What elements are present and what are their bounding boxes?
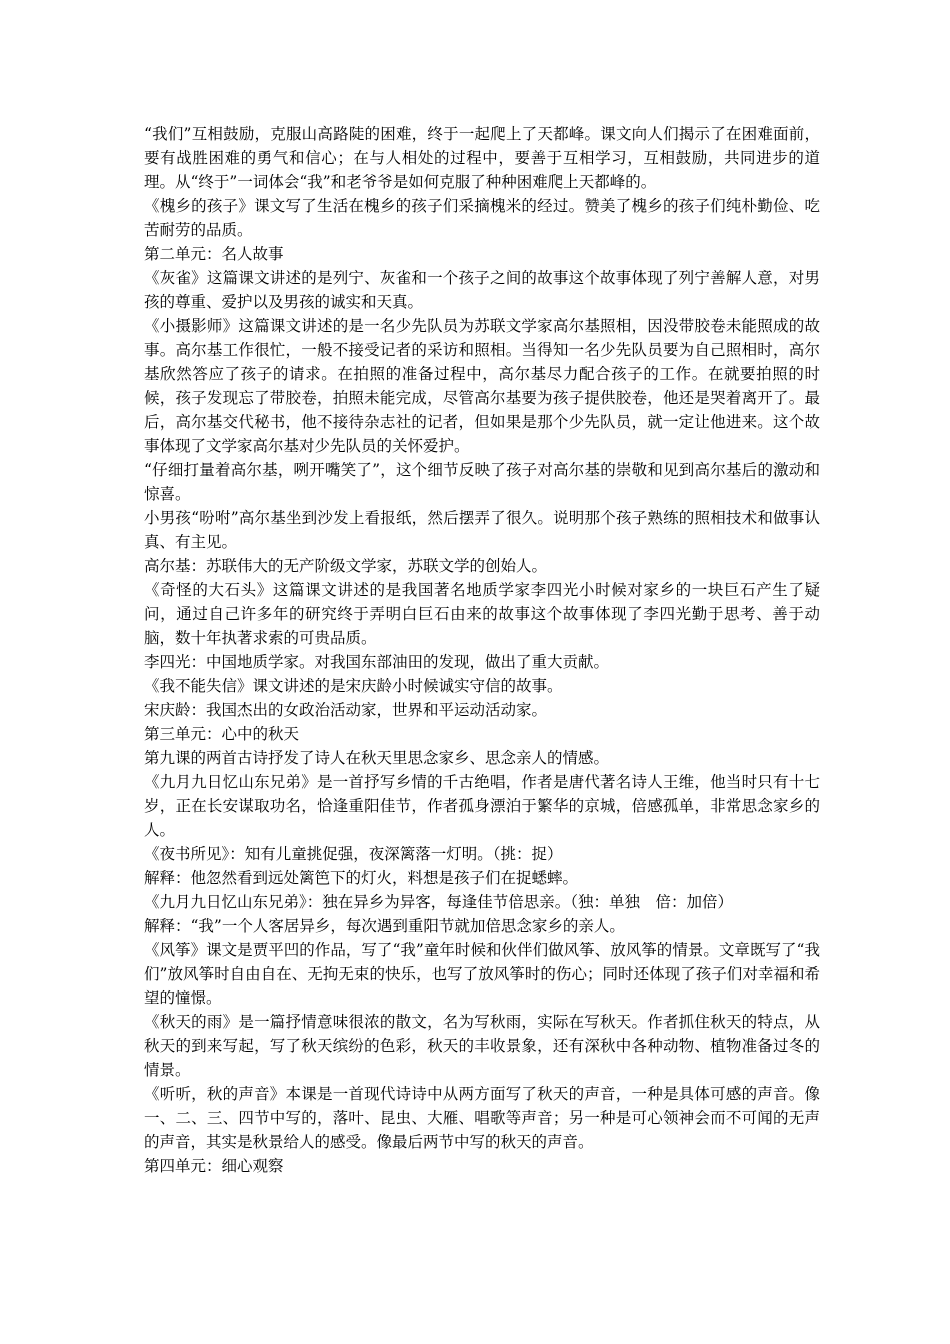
poem-line: 《九月九日忆山东兄弟》：独在异乡为异客，每逢佳节倍思亲。（独：单独 倍：加倍）	[144, 893, 734, 911]
paragraph: 《秋天的雨》是一篇抒情意味很浓的散文，名为写秋雨，实际在写秋天。作者抓住秋天的特点，从秋天的到来写起，写了秋天缤纷的色彩，秋天的丰收景象，还有深秋中各种动物、植物准备过冬的情景。	[144, 1013, 820, 1079]
explanation: 解释：他忽然看到远处篱笆下的灯火，料想是孩子们在捉蟋蟀。	[144, 869, 579, 887]
paragraph: 《奇怪的大石头》这篇课文讲述的是我国著名地质学家李四光小时候对家乡的一块巨石产生了疑问，通过自己许多年的研究终于弄明白巨石由来的故事这个故事体现了李四光勤于思考、善于动脑，数十年执著求索的可贵品质。	[144, 581, 820, 647]
paragraph: 《小摄影师》这篇课文讲述的是一名少先队员为苏联文学家高尔基照相，因没带胶卷未能照成的故事。高尔基工作很忙，一般不接受记者的采访和照相。当得知一名少先队员要为自己照相时，高尔基欣然答应了孩子的请求。在拍照的准备过程中，高尔基尽力配合孩子的工作。在就要拍照的时候，孩子发现忘了带胶卷，拍照未能完成，尽管高尔基要为孩子提供胶卷，他还是哭着离开了。最后，高尔基交代秘书，他不接待杂志社的记者，但如果是那个少先队员，就一定让他进来。这个故事体现了文学家高尔基对少先队员的关怀爱护。	[144, 317, 820, 455]
paragraph: 高尔基：苏联伟大的无产阶级文学家，苏联文学的创始人。	[144, 557, 548, 575]
poem-line: 《夜书所见》：知有儿童挑促强，夜深篱落一灯明。（挑：捉）	[144, 845, 563, 863]
section-heading: 第三单元：心中的秋天	[144, 725, 300, 743]
paragraph: 宋庆龄：我国杰出的女政治活动家，世界和平运动活动家。	[144, 701, 548, 719]
paragraph: “仔细打量着高尔基，咧开嘴笑了”，这个细节反映了孩子对高尔基的崇敬和见到高尔基后的激动和惊喜。	[144, 461, 820, 503]
paragraph: 《九月九日忆山东兄弟》是一首抒写乡情的千古绝唱，作者是唐代著名诗人王维，他当时只有十七岁，正在长安谋取功名，恰逢重阳佳节，作者孤身漂泊于繁华的京城，倍感孤单，非常思念家乡的人。	[144, 773, 820, 839]
document-page	[144, 122, 820, 1178]
section-heading: 第二单元：名人故事	[144, 245, 284, 263]
paragraph: 《听听，秋的声音》本课是一首现代诗诗中从两方面写了秋天的声音，一种是具体可感的声音。像一、二、三、四节中写的，落叶、昆虫、大雁、唱歌等声音；另一种是可心领神会而不可闻的无声的声音，其实是秋景给人的感受。像最后两节中写的秋天的声音。	[144, 1085, 820, 1151]
explanation: 解释：“我”一个人客居异乡，每次遇到重阳节就加倍思念家乡的亲人。	[144, 917, 625, 935]
paragraph: 《我不能失信》课文讲述的是宋庆龄小时候诚实守信的故事。	[144, 677, 563, 695]
paragraph: “我们”互相鼓励，克服山高路陡的困难，终于一起爬上了天都峰。课文向人们揭示了在困难面前，要有战胜困难的勇气和信心；在与人相处的过程中，要善于互相学习，互相鼓励，共同进步的道理。从“终于”一词体会“我”和老爷爷是如何克服了种种困难爬上天都峰的。	[144, 125, 820, 191]
paragraph: 李四光：中国地质学家。对我国东部油田的发现，做出了重大贡献。	[144, 653, 610, 671]
section-heading: 第四单元：细心观察	[144, 1157, 284, 1175]
paragraph: 《灰雀》这篇课文讲述的是列宁、灰雀和一个孩子之间的故事这个故事体现了列宁善解人意，对男孩的尊重、爱护以及男孩的诚实和天真。	[144, 269, 820, 311]
paragraph: 第九课的两首古诗抒发了诗人在秋天里思念家乡、思念亲人的情感。	[144, 749, 610, 767]
paragraph: 《槐乡的孩子》课文写了生活在槐乡的孩子们采摘槐米的经过。赞美了槐乡的孩子们纯朴勤俭、吃苦耐劳的品质。	[144, 197, 820, 239]
paragraph: 《风筝》课文是贾平凹的作品，写了“我”童年时候和伙伴们做风筝、放风筝的情景。文章既写了“我们”放风筝时自由自在、无拘无束的快乐，也写了放风筝时的伤心；同时还体现了孩子们对幸福和希望的憧憬。	[144, 941, 820, 1007]
paragraph: 小男孩“吩咐”高尔基坐到沙发上看报纸，然后摆弄了很久。说明那个孩子熟练的照相技术和做事认真、有主见。	[144, 509, 820, 551]
